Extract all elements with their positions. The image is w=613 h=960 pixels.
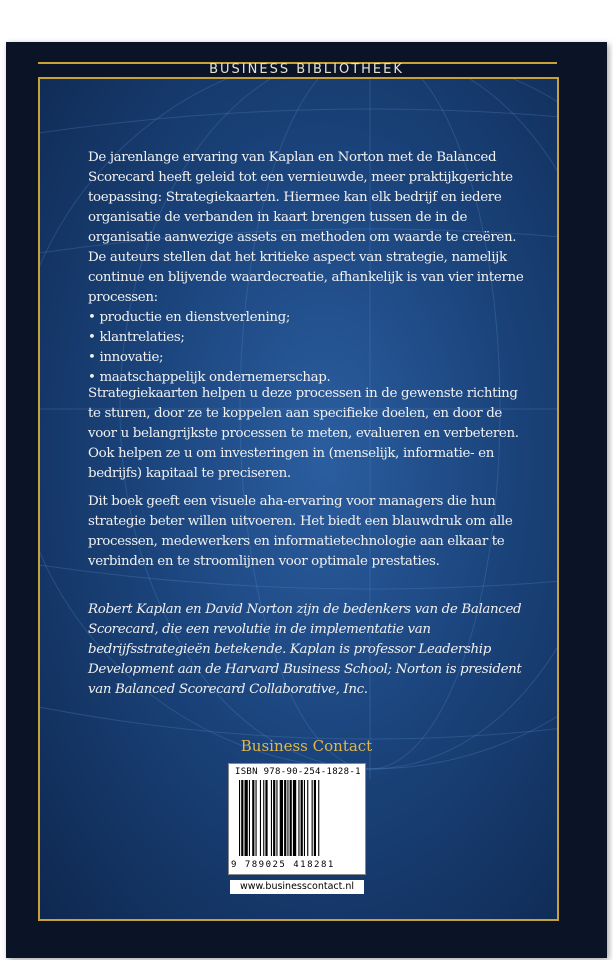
blurb-paragraph-3: Strategiekaarten helpen u deze processen in de gewenste richting te sturen, door ze te koppelen aan specifieke doelen, en door de voor u belangrijkste processen te meten, evalueren en verbeteren. Ook helpen ze u om investeringen in (menselijk, informatie- en bedrijfs) kapitaal te preciseren.: [88, 386, 519, 481]
website-url: www.businesscontact.nl: [230, 880, 364, 894]
barcode: [228, 763, 366, 875]
blurb-paragraph-1: De jarenlange ervaring van Kaplan en Norton met de Balanced Scorecard heeft geleid tot een vernieuwde, meer praktijkgerichte toepassing: Strategiekaarten. Hiermee kan elk bedrijf en iedere organisatie de verbanden in kaart brengen tussen de in de organisatie aanwezige assets en methoden om waarde te creëren.: [88, 150, 517, 245]
barcode-bars: [229, 764, 365, 874]
series-title: BUSINESS BIBLIOTHEEK: [209, 62, 404, 77]
blurb-paragraph-2: De auteurs stellen dat het kritieke aspect van strategie, namelijk continue en blijvende waardecreatie, afhankelijk is van vier interne processen:: [88, 250, 524, 305]
blurb-text-3: [88, 492, 528, 572]
process-list-item: • klantrelaties;: [88, 330, 185, 345]
blurb-text: [88, 148, 528, 388]
process-list: [88, 308, 528, 388]
process-list-item: • productie en dienstverlening;: [88, 310, 291, 325]
blurb-text-2: [88, 384, 528, 484]
publisher-name: Business Contact: [240, 737, 373, 755]
author-bio: [88, 600, 528, 700]
ean-number: 9 789025 418281: [231, 860, 335, 870]
isbn-number: ISBN 978-90-254-1828-1: [235, 767, 361, 777]
process-list-item: • maatschappelijk ondernemerschap.: [88, 370, 331, 385]
process-list-item: • innovatie;: [88, 350, 164, 365]
blurb-paragraph-4: Dit boek geeft een visuele aha-ervaring voor managers die hun strategie beter willen uitvoeren. Het biedt een blauwdruk om alle processen, medewerkers en informatietechnologie aan elkaar te verbinden en te stroomlijnen voor optimale prestaties.: [88, 494, 513, 569]
author-bio-text: Robert Kaplan en David Norton zijn de bedenkers van de Balanced Scorecard, die een revolutie in de implementatie van bedrijfsstrategieën betekende. Kaplan is professor Leadership Development aan de Harvard Business School; Norton is president van Balanced Scorecard Collaborative, Inc.: [88, 602, 522, 697]
